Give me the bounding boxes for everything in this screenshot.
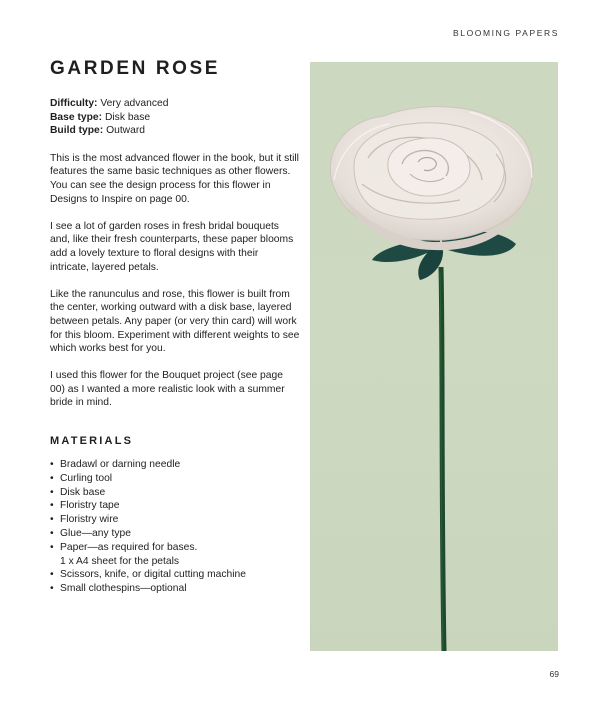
bullet-icon: • [50, 528, 54, 540]
intro-paragraph: This is the most advanced flower in the book, but it still features the same basic techniques as other flowers. You can see the design process for this flower in Designs to Inspire on page 00. [50, 152, 299, 205]
material-text: Floristry wire [60, 514, 119, 526]
meta-label: Build type: [50, 125, 104, 137]
material-text: Scissors, knife, or digital cutting machine [60, 569, 246, 581]
material-text: Paper—as required for bases. [60, 541, 198, 553]
materials-list [50, 458, 300, 596]
list-item [50, 499, 300, 513]
list-item [50, 458, 300, 472]
meta-base-type [50, 111, 300, 125]
bullet-icon: • [50, 500, 54, 512]
paper-rose-illustration [310, 62, 558, 651]
list-item [50, 472, 300, 486]
meta-value: Outward [106, 125, 145, 137]
meta-label: Base type: [50, 111, 103, 123]
project-meta [50, 97, 300, 138]
body-paragraph: Like the ranunculus and rose, this flower is built from the center, working outward with a disk base, layered between petals. Any paper (or very thin card) will work for this bloom. Experiment with different weights to see which works best for you. [50, 288, 300, 355]
materials-heading: MATERIALS [50, 435, 134, 448]
bullet-icon: • [50, 459, 54, 471]
meta-label: Difficulty: [50, 98, 98, 109]
material-text: Bradawl or darning needle [60, 459, 181, 471]
material-text: Small clothespins—optional [60, 583, 187, 595]
list-item [50, 486, 300, 500]
bullet-icon: • [50, 486, 54, 498]
list-item [50, 541, 300, 569]
list-item [50, 527, 300, 541]
material-text: Curling tool [60, 472, 113, 484]
body-paragraph: I see a lot of garden roses in fresh bridal bouquets and, like their fresh counterparts, these paper blooms add a lovely texture to floral designs with their intricate, layered petals. [50, 220, 294, 273]
text-column [50, 58, 300, 596]
meta-value: Very advanced [100, 98, 169, 109]
running-head: BLOOMING PAPERS [452, 28, 559, 38]
bullet-icon: • [50, 569, 54, 581]
material-text: Glue—any type [60, 528, 131, 540]
bullet-icon: • [50, 541, 54, 553]
bullet-icon: • [50, 472, 54, 484]
body-paragraph: I used this flower for the Bouquet project (see page 00) as I wanted a more realistic look with a summer bride in mind. [50, 370, 285, 409]
page-number: 69 [549, 669, 559, 679]
petal-inner [388, 138, 470, 196]
bullet-icon: • [50, 514, 54, 526]
meta-value: Disk base [104, 111, 151, 123]
material-text: Disk base [60, 486, 106, 498]
meta-difficulty [50, 97, 300, 111]
list-item [50, 513, 300, 527]
list-item [50, 568, 300, 582]
page-title: GARDEN ROSE [50, 58, 221, 79]
material-text: Floristry tape [60, 500, 120, 512]
rose-photo [310, 62, 558, 651]
list-item [50, 582, 300, 596]
bullet-icon: • [50, 583, 54, 595]
material-subtext: 1 x A4 sheet for the petals [60, 555, 180, 567]
meta-build-type [50, 124, 300, 138]
